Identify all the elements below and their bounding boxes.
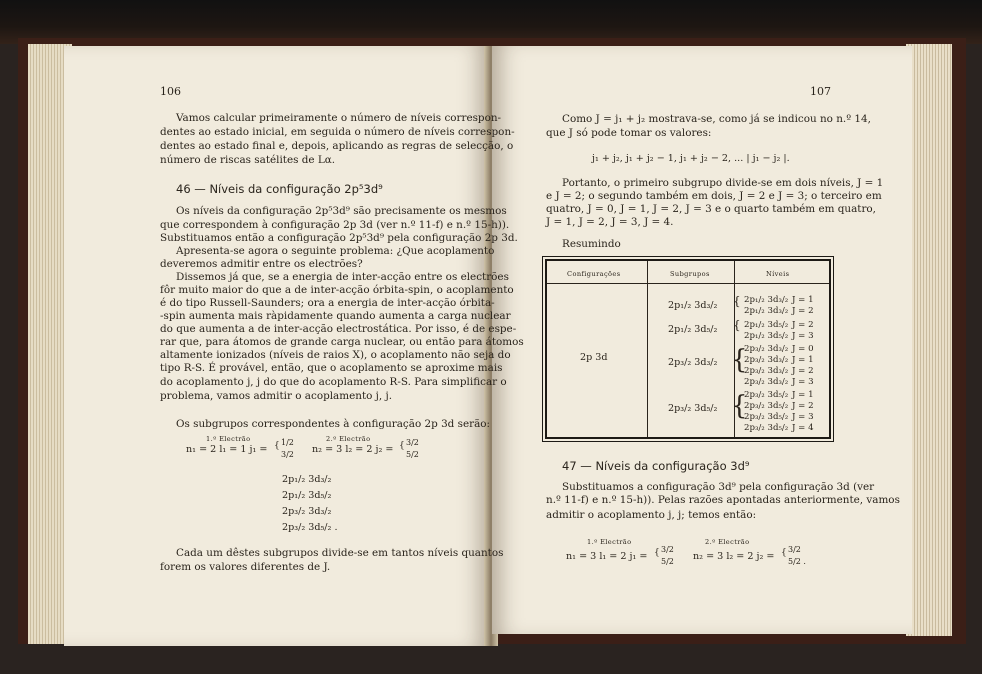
level-j: J = 3 bbox=[792, 331, 814, 341]
text-line: Os níveis da configuração 2p⁵3d⁹ são precisamente os mesmos bbox=[176, 205, 507, 217]
table-subgroup: 2p₁/₂ 3d₃/₂ bbox=[668, 300, 718, 311]
level-term: 2p₃/₂ 3d₃/₂ bbox=[744, 344, 789, 354]
text-line: quatro, J = 0, J = 1, J = 2, J = 3 e o quarto também em quatro, bbox=[546, 203, 876, 215]
text-line: Como J = j₁ + j₂ mostrava-se, como já se indicou no n.º 14, bbox=[562, 113, 871, 125]
text-line: J = 1, J = 2, J = 3, J = 4. bbox=[546, 216, 674, 228]
text-line: e J = 2; o segundo também em dois, J = 2 e J = 3; o terceiro em bbox=[546, 190, 882, 202]
table-header-subgroups: Subgrupos bbox=[670, 270, 710, 278]
level-j: J = 0 bbox=[792, 344, 814, 354]
table-rule bbox=[647, 261, 648, 437]
brace-icon: { bbox=[781, 548, 787, 558]
brace-icon: { bbox=[399, 441, 405, 451]
summary-label: Resumindo bbox=[562, 238, 621, 250]
table-subgroup: 2p₃/₂ 3d₅/₂ bbox=[668, 403, 718, 414]
table-rule bbox=[547, 283, 829, 284]
text-line: que J só pode tomar os valores: bbox=[546, 127, 712, 139]
electron-2-label: 2.º Electrão bbox=[326, 435, 371, 443]
text-line: Apresenta-se agora o seguinte problema: ¿Que acoplamento bbox=[176, 245, 495, 257]
level-term: 2p₃/₂ 3d₅/₂ bbox=[744, 423, 789, 433]
text-line: do acoplamento j, j do que do acoplamento R-S. Para simplificar o bbox=[160, 376, 507, 388]
j2-value: 3/2 bbox=[788, 545, 801, 554]
j2-value: 5/2 bbox=[406, 450, 419, 459]
j1-value: 3/2 bbox=[281, 450, 294, 459]
section-heading-47: 47 — Níveis da configuração 3d⁹ bbox=[562, 459, 750, 473]
level-j: J = 4 bbox=[792, 423, 814, 433]
text-line: dentes ao estado final e, depois, aplicando as regras de selecção, o bbox=[160, 140, 514, 152]
text-line: é do tipo Russell-Saunders; ora a energia de inter-acção órbita- bbox=[160, 297, 495, 309]
level-j: J = 3 bbox=[792, 412, 814, 422]
electron-1-label: 1.º Electrão bbox=[206, 435, 251, 443]
brace-icon: { bbox=[731, 345, 748, 375]
j1-value: 5/2 bbox=[661, 557, 674, 566]
text-line: Cada um dêstes subgrupos divide-se em tantos níveis quantos bbox=[176, 547, 504, 559]
brace-icon: { bbox=[274, 441, 280, 451]
j1-value: 1/2 bbox=[281, 438, 294, 447]
page-edges-right bbox=[906, 44, 952, 636]
level-j: J = 1 bbox=[792, 390, 814, 400]
brace-icon: { bbox=[733, 318, 741, 332]
text-line: que correspondem à configuração 2p 3d (ver n.º 11-f) e n.º 15-h)). bbox=[160, 219, 510, 231]
text-line: Substituamos a configuração 3d⁹ pela configuração 3d (ver bbox=[562, 481, 875, 493]
text-line: -spin aumenta mais ràpidamente quando aumenta a carga nuclear bbox=[160, 310, 511, 322]
page-number: 107 bbox=[810, 85, 831, 98]
text-line: n.º 11-f) e n.º 15-h)). Pelas razões apontadas anteriormente, vamos bbox=[546, 494, 900, 506]
level-term: 2p₃/₂ 3d₅/₂ bbox=[744, 412, 789, 422]
electron-1-label: 1.º Electrão bbox=[587, 538, 632, 546]
j2-value: 5/2 . bbox=[788, 557, 806, 566]
text-line: altamente ionizados (níveis de raios X), o acoplamento não seja do bbox=[160, 349, 511, 361]
j1-value: 3/2 bbox=[661, 545, 674, 554]
brace-icon: { bbox=[733, 294, 741, 308]
level-term: 2p₃/₂ 3d₃/₂ bbox=[744, 377, 789, 387]
text-line: Substituamos então a configuração 2p⁵3d⁹ pela configuração 2p 3d. bbox=[160, 232, 518, 244]
text-line: admitir o acoplamento j, j; temos então: bbox=[546, 509, 757, 521]
level-j: J = 3 bbox=[792, 377, 814, 387]
j-values-formula: j₁ + j₂, j₁ + j₂ − 1, j₁ + j₂ − 2, ... | j₁ − j₂ |. bbox=[592, 153, 790, 164]
table-header-configurations: Configurações bbox=[567, 270, 621, 278]
text-line: Vamos calcular primeiramente o número de níveis correspon- bbox=[176, 112, 502, 124]
text-line: Dissemos já que, se a energia de inter-acção entre os electrões bbox=[176, 271, 509, 283]
level-term: 2p₁/₂ 3d₅/₂ bbox=[744, 320, 789, 330]
text-line: dentes ao estado inicial, em seguida o número de níveis correspon- bbox=[160, 126, 515, 138]
electron-2-equation: n₂ = 3 l₂ = 2 j₂ = bbox=[312, 444, 394, 455]
level-term: 2p₃/₂ 3d₃/₂ bbox=[744, 355, 789, 365]
level-term: 2p₃/₂ 3d₃/₂ bbox=[744, 366, 789, 376]
section-heading-46: 46 — Níveis da configuração 2p⁵3d⁹ bbox=[176, 182, 383, 196]
level-j: J = 2 bbox=[792, 306, 814, 316]
level-j: J = 1 bbox=[792, 295, 814, 305]
subgroups-intro: Os subgrupos correspondentes à configuração 2p 3d serão: bbox=[176, 418, 491, 430]
level-term: 2p₃/₂ 3d₅/₂ bbox=[744, 390, 789, 400]
table-subgroup: 2p₃/₂ 3d₃/₂ bbox=[668, 357, 718, 368]
subgroup-item: 2p₁/₂ 3d₅/₂ bbox=[282, 490, 332, 501]
subgroup-item: 2p₃/₂ 3d₃/₂ bbox=[282, 506, 332, 517]
subgroup-item: 2p₁/₂ 3d₃/₂ bbox=[282, 474, 332, 485]
text-line: deveremos admitir entre os electrões? bbox=[160, 258, 363, 270]
table-header-levels: Níveis bbox=[766, 270, 790, 278]
text-line: do que aumenta a de inter-acção electrostática. Por isso, é de espe- bbox=[160, 323, 517, 335]
level-j: J = 2 bbox=[792, 320, 814, 330]
level-j: J = 2 bbox=[792, 366, 814, 376]
electron-2-label: 2.º Electrão bbox=[705, 538, 750, 546]
text-line: tipo R-S. É provável, então, que o acoplamento se aproxime mais bbox=[160, 362, 503, 374]
level-j: J = 2 bbox=[792, 401, 814, 411]
brace-icon: { bbox=[731, 391, 748, 421]
text-line: rar que, para átomos de grande carga nuclear, ou então para átomos bbox=[160, 336, 524, 348]
page-number: 106 bbox=[160, 85, 181, 98]
subgroup-item: 2p₃/₂ 3d₅/₂ . bbox=[282, 522, 338, 533]
text-line: fôr muito maior do que a de inter-acção órbita-spin, o acoplamento bbox=[160, 284, 514, 296]
level-term: 2p₁/₂ 3d₅/₂ bbox=[744, 331, 789, 341]
electron-1-equation: n₁ = 2 l₁ = 1 j₁ = bbox=[186, 444, 268, 455]
level-term: 2p₁/₂ 3d₃/₂ bbox=[744, 295, 789, 305]
text-line: Portanto, o primeiro subgrupo divide-se em dois níveis, J = 1 bbox=[562, 177, 884, 189]
level-j: J = 1 bbox=[792, 355, 814, 365]
text-line: número de riscas satélites de Lα. bbox=[160, 154, 336, 166]
table-configuration: 2p 3d bbox=[580, 352, 608, 363]
level-term: 2p₃/₂ 3d₅/₂ bbox=[744, 401, 789, 411]
brace-icon: { bbox=[654, 548, 660, 558]
text-line: forem os valores diferentes de J. bbox=[160, 561, 331, 573]
level-term: 2p₁/₂ 3d₃/₂ bbox=[744, 306, 789, 316]
electron-2-equation: n₂ = 3 l₂ = 2 j₂ = bbox=[693, 551, 775, 562]
j2-value: 3/2 bbox=[406, 438, 419, 447]
electron-1-equation: n₁ = 3 l₁ = 2 j₁ = bbox=[566, 551, 648, 562]
text-line: problema, vamos admitir o acoplamento j, j. bbox=[160, 390, 393, 402]
table-subgroup: 2p₁/₂ 3d₅/₂ bbox=[668, 324, 718, 335]
